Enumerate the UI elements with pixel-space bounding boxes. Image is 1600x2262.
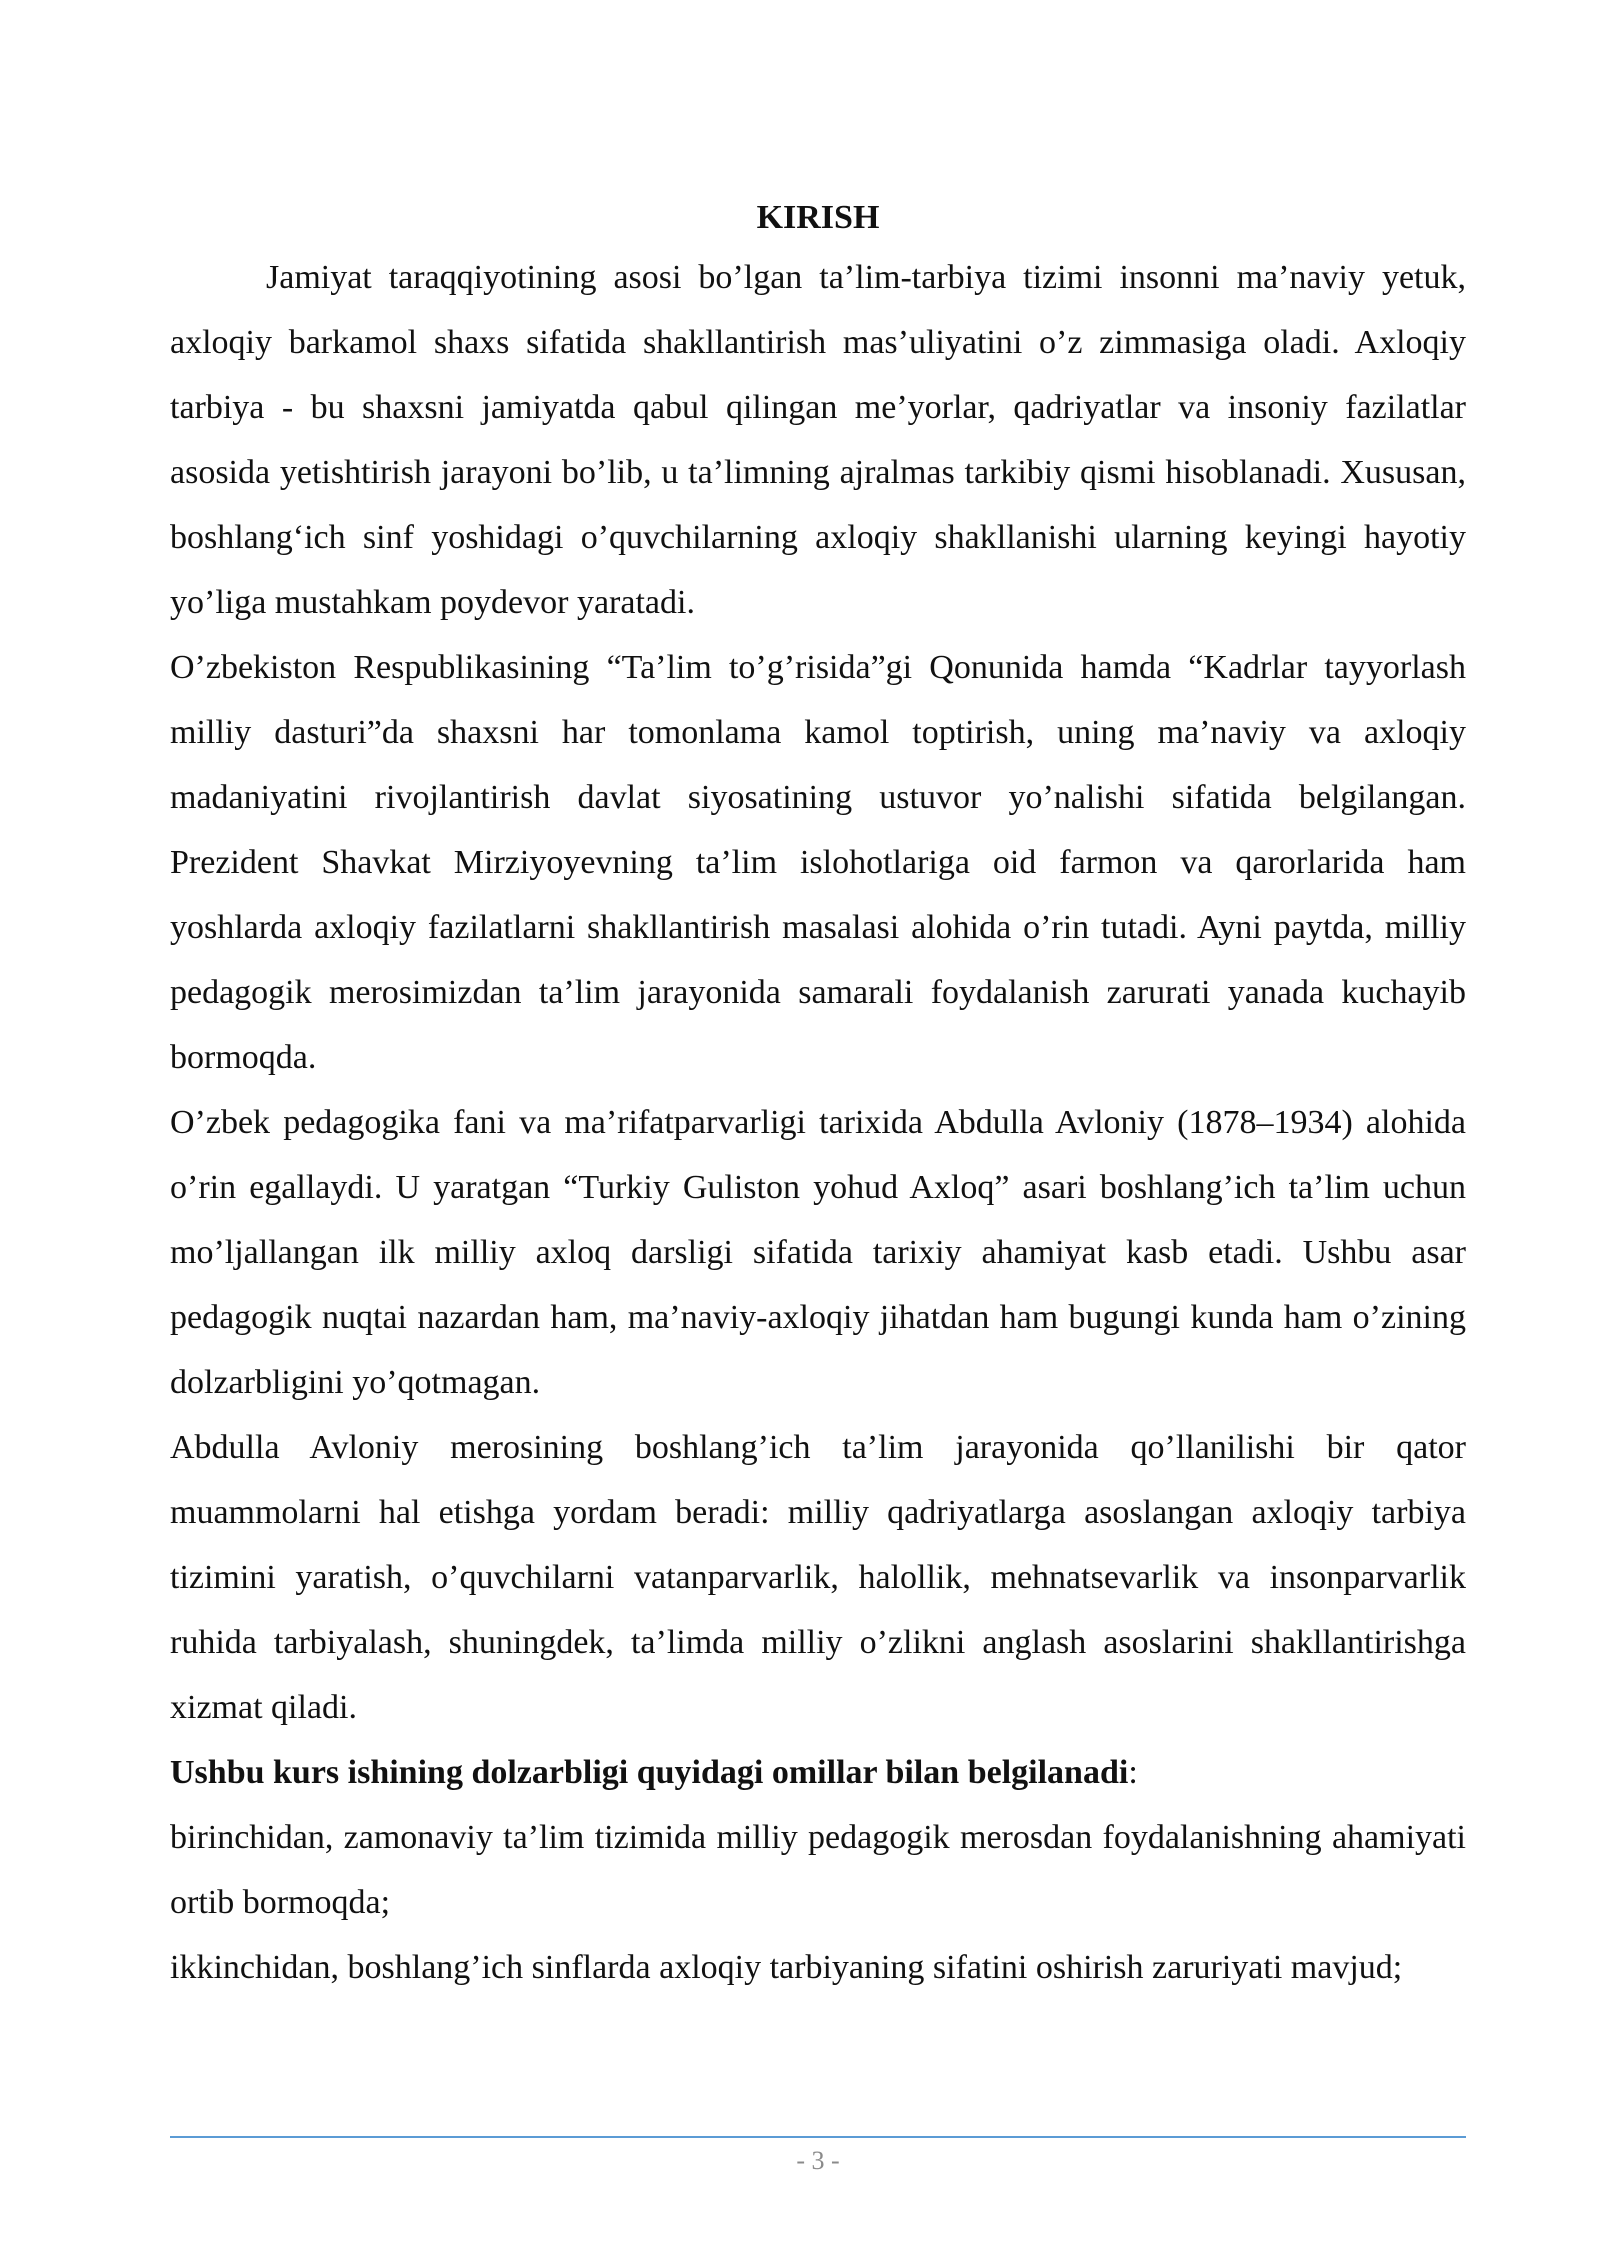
footer-divider xyxy=(170,2136,1466,2138)
section-title: KIRISH xyxy=(756,199,880,236)
avloniy-paragraph: O’zbek pedagogika fani va ma’rifatparvarligi tarixida Abdulla Avloniy (1878–1934) alohida o’rin egallaydi. U yaratgan “Turkiy Guliston yohud Axloq” asari boshlang’ich ta’lim uchun mo’ljallangan ilk milliy axloq darsligi sifatida tarixiy ahamiyat kasb etadi. Ushbu asar pedagogik nuqtai nazardan ham, ma’naviy-axloqiy jihatdan ham bugungi kunda ham o’zining dolzarbligini yo’qotmagan. xyxy=(170,1104,1466,1401)
relevance-point-second: ikkinchidan, boshlang’ich sinflarda axloqiy tarbiyaning sifatini oshirish zaruriyati mavjud; xyxy=(170,1949,1403,1986)
heritage-paragraph: Abdulla Avloniy merosining boshlang’ich ta’lim jarayonida qo’llanilishi bir qator muammolarni hal etishga yordam beradi: milliy qadriyatlarga asoslangan axloqiy tarbiya tizimini yaratish, o’quvchilarni vatanparvarlik, halollik, mehnatsevarlik va insonparvarlik ruhida tarbiyalash, shuningdek, ta’limda milliy o’zlikni anglash asoslarini shakllantirishga xizmat qiladi. xyxy=(170,1429,1466,1726)
page-body xyxy=(170,190,1466,2000)
relevance-heading-line xyxy=(170,1740,1466,1805)
page-number: - 3 - xyxy=(796,2146,840,2175)
intro-paragraph: Jamiyat taraqqiyotining asosi bo’lgan ta’lim-tarbiya tizimi insonni ma’naviy yetuk, axloqiy barkamol shaxs sifatida shakllantirish mas’uliyatini o’z zimmasiga oladi. Axloqiy tarbiya - bu shaxsni jamiyatda qabul qilingan me’yorlar, qadriyatlar va insoniy fazilatlar asosida yetishtirish jarayoni bo’lib, u ta’limning ajralmas tarkibiy qismi hisoblanadi. Xususan, boshlang‘ich sinf yoshidagi o’quvchilarning axloqiy shakllanishi ularning keyingi hayotiy yo’liga mustahkam poydevor yaratadi. xyxy=(170,259,1466,621)
relevance-point-first: birinchidan, zamonaviy ta’lim tizimida milliy pedagogik merosdan foydalanishning ahamiyati ortib bormoqda; xyxy=(170,1819,1466,1921)
relevance-heading-colon: : xyxy=(1128,1754,1138,1791)
relevance-heading: Ushbu kurs ishining dolzarbligi quyidagi omillar bilan belgilanadi xyxy=(170,1754,1129,1791)
legal-basis-paragraph: O’zbekiston Respublikasining “Ta’lim to’g’risida”gi Qonunida hamda “Kadrlar tayyorlash milliy dasturi”da shaxsni har tomonlama kamol toptirish, uning ma’naviy va axloqiy madaniyatini rivojlantirish davlat siyosatining ustuvor yo’nalishi sifatida belgilangan. Prezident Shavkat Mirziyoyevning ta’lim islohotlariga oid farmon va qarorlarida ham yoshlarda axloqiy fazilatlarni shakllantirish masalasi alohida o’rin tutadi. Ayni paytda, milliy pedagogik merosimizdan ta’lim jarayonida samarali foydalanish zarurati yanada kuchayib bormoqda. xyxy=(170,649,1466,1076)
